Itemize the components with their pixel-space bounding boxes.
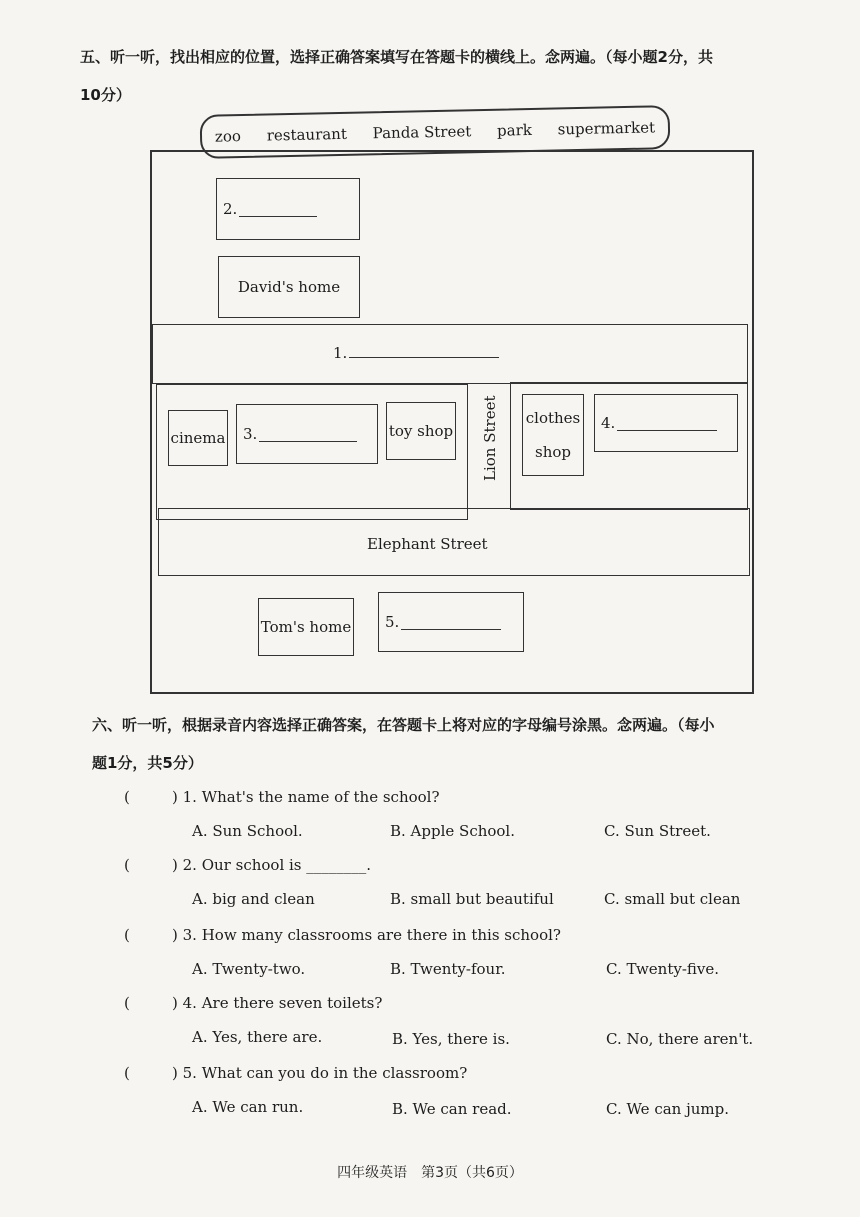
section5-instruction: 五、听一听，找出相应的位置，选择正确答案填写在答题卡的横线上。念两遍。（每小题2分，共 10分） (80, 48, 713, 104)
q1-option-a: A. Sun School. (192, 822, 303, 840)
word-bank-item: supermarket (557, 118, 656, 139)
page-footer: 四年级英语 第3页（共6页） (337, 1165, 523, 1181)
q2-option-a: A. big and clean (192, 890, 315, 908)
clothes-shop: clothes shop (522, 394, 584, 476)
davids-home: David's home (218, 256, 360, 318)
map-blank-3: 3. (236, 404, 378, 464)
q3-option-a: A. Twenty-two. (192, 960, 306, 978)
word-bank-item: zoo (214, 127, 242, 146)
section6-instruction: 六、听一听，根据录音内容选择正确答案，在答题卡上将对应的字母编号涂黑。念两遍。（每小 题1分，共5分） (92, 716, 715, 772)
q1-option-b: B. Apple School. (390, 822, 516, 840)
question-5: ( ) 5. What can you do in the classroom? (124, 1064, 468, 1082)
q2-option-c: C. small but clean (604, 890, 741, 908)
question-2: ( ) 2. Our school is ________. (124, 856, 372, 874)
elephant-street (158, 508, 750, 576)
q4-option-a: A. Yes, there are. (192, 1028, 323, 1046)
map-blank-2: 2. (216, 178, 360, 240)
elephant-street-label: Elephant Street (367, 535, 488, 553)
word-bank-item: park (496, 120, 533, 140)
q4-option-c: C. No, there aren't. (606, 1030, 754, 1048)
toy-shop: toy shop (386, 402, 456, 460)
question-4: ( ) 4. Are there seven toilets? (124, 994, 383, 1012)
question-3: ( ) 3. How many classrooms are there in this school? (124, 926, 561, 944)
map-blank-1: 1. (333, 343, 499, 362)
street-map (150, 150, 754, 694)
q5-option-c: C. We can jump. (606, 1100, 729, 1118)
map-blank-4: 4. (594, 394, 738, 452)
map-blank-5: 5. (378, 592, 524, 652)
q4-option-b: B. Yes, there is. (392, 1030, 510, 1048)
road-1 (152, 324, 748, 384)
q3-option-c: C. Twenty-five. (606, 960, 720, 978)
question-1: ( ) 1. What's the name of the school? (124, 788, 440, 806)
q2-option-b: B. small but beautiful (390, 890, 554, 908)
q5-option-b: B. We can read. (392, 1100, 512, 1118)
cinema: cinema (168, 410, 228, 466)
toms-home: Tom's home (258, 598, 354, 656)
q1-option-c: C. Sun Street. (604, 822, 711, 840)
word-bank-item: Panda Street (372, 122, 472, 143)
word-bank-item: restaurant (266, 124, 348, 145)
lion-street-label: Lion Street (481, 395, 499, 481)
q3-option-b: B. Twenty-four. (390, 960, 506, 978)
q5-option-a: A. We can run. (192, 1098, 304, 1116)
